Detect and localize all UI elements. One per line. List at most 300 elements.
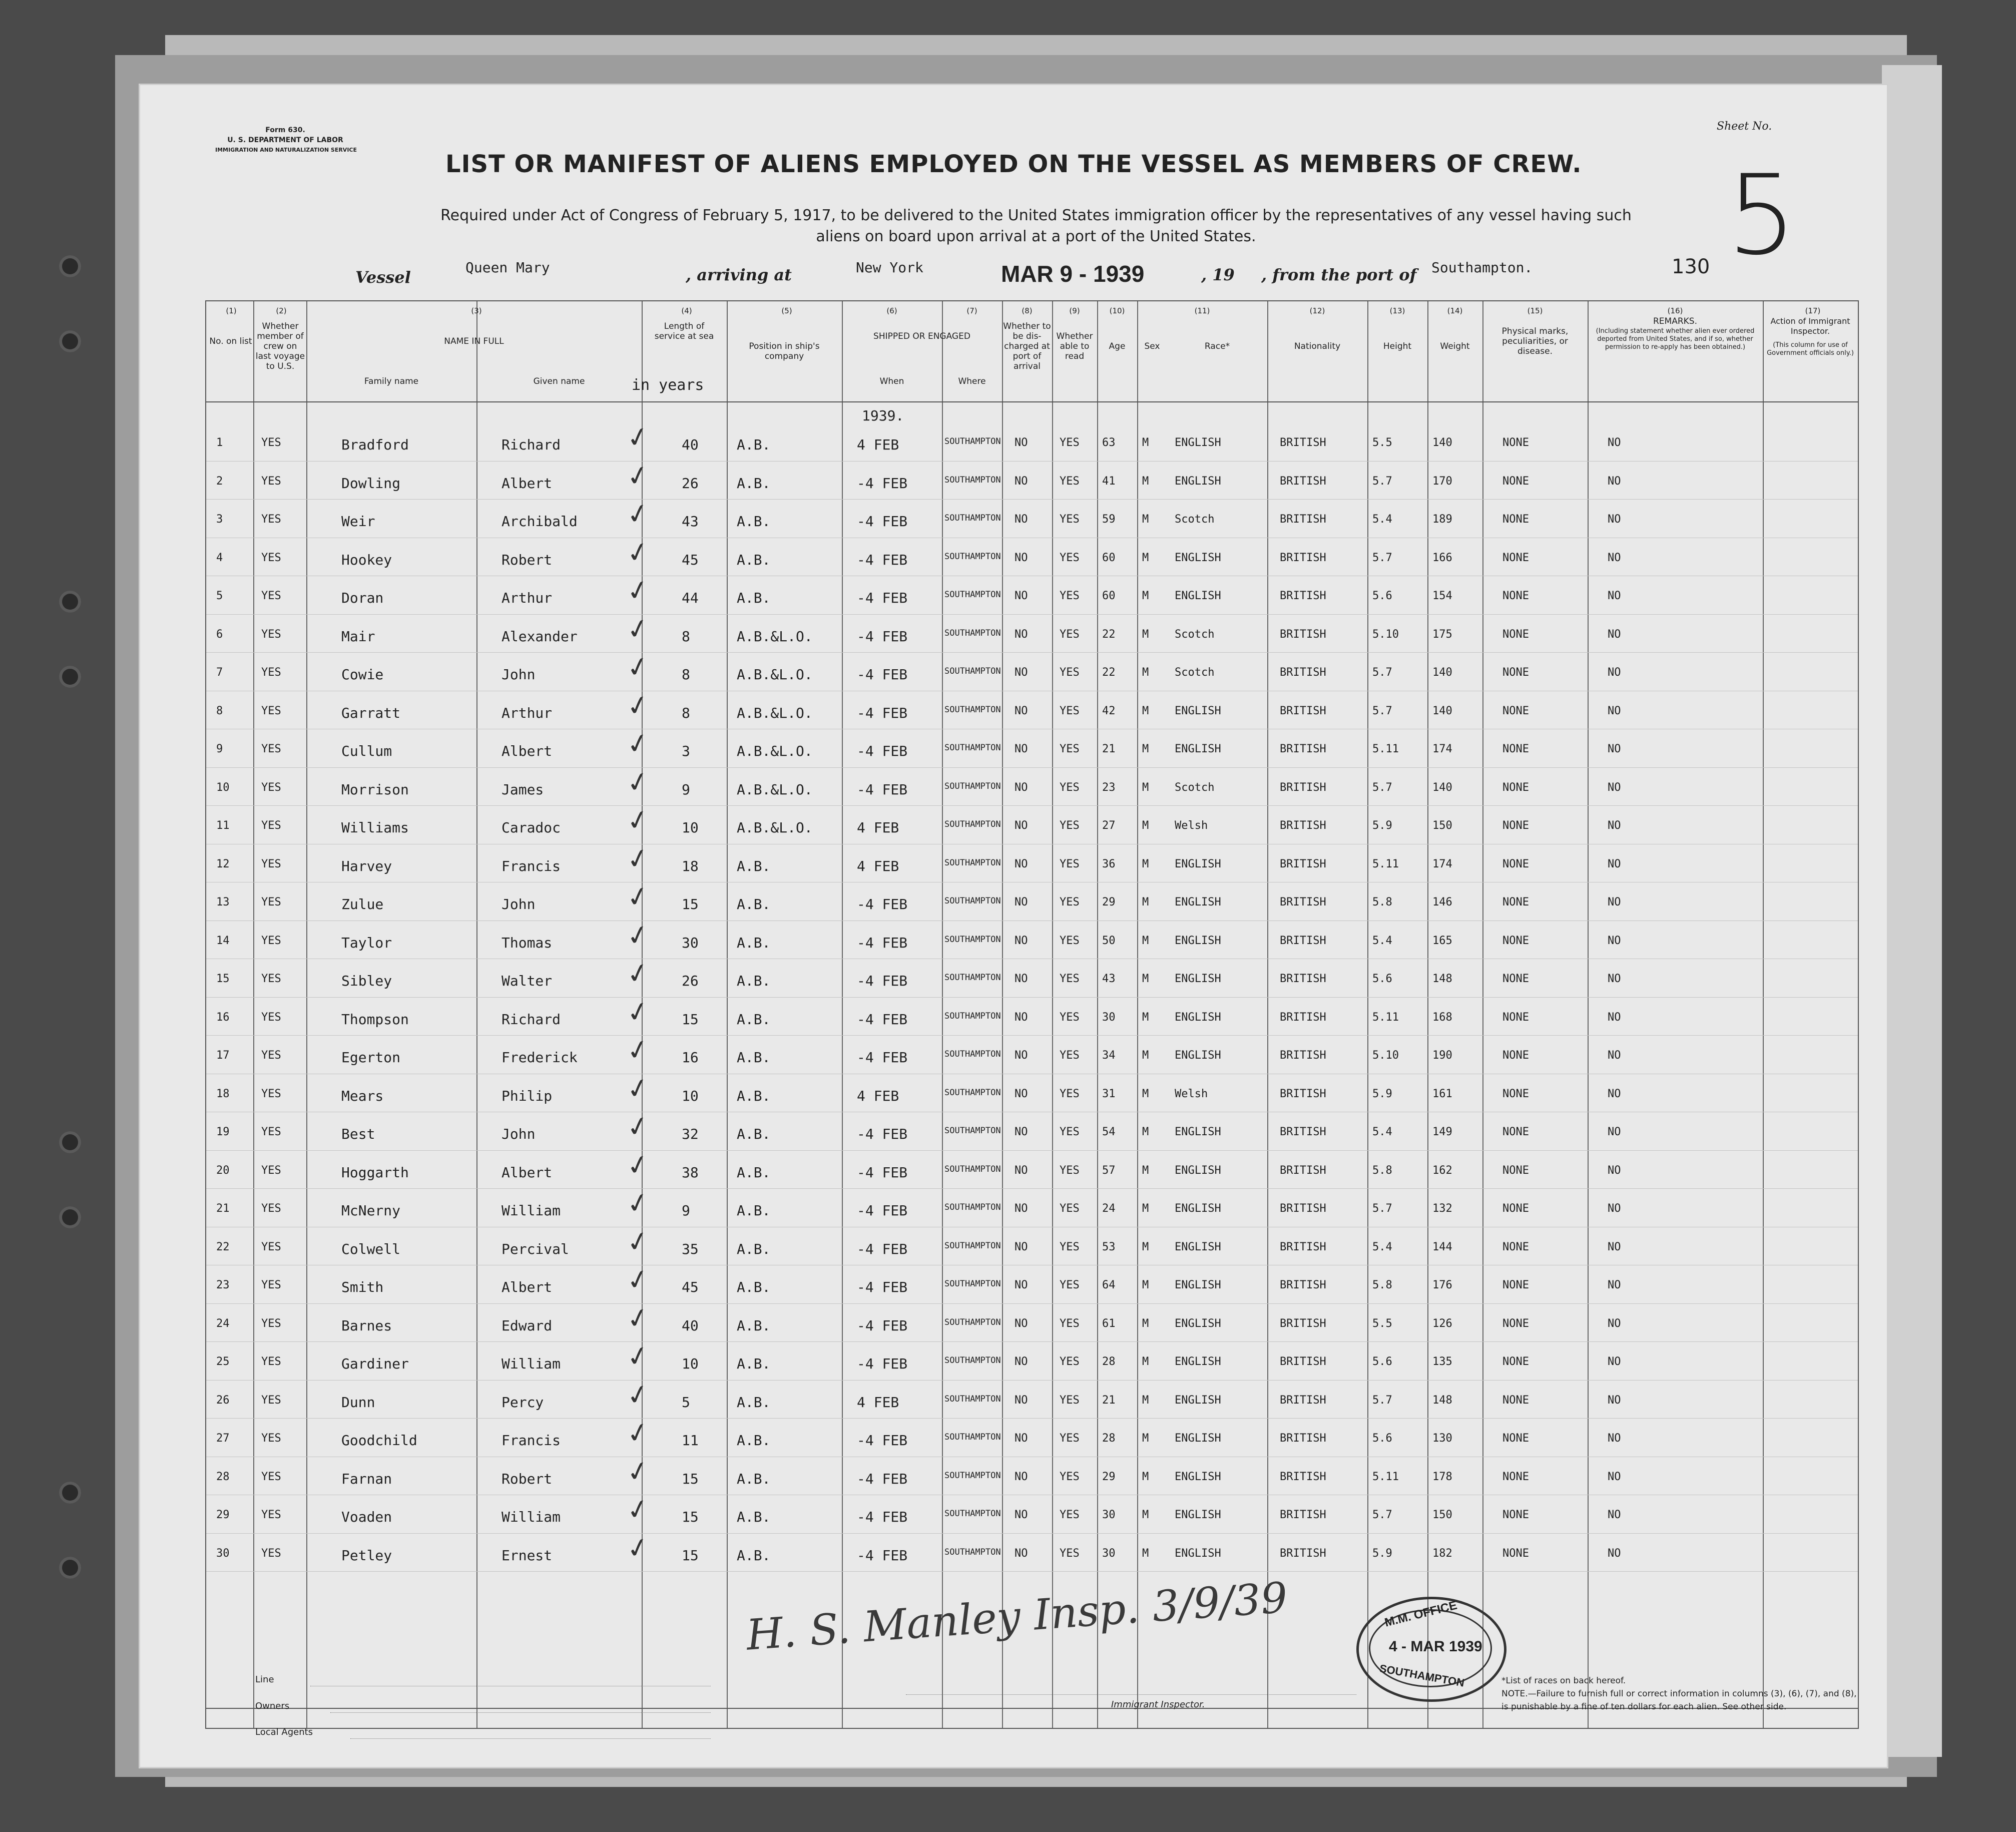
row-nationality: BRITISH xyxy=(1280,551,1326,564)
row-height: 5.8 xyxy=(1372,896,1392,908)
row-family-name: Mears xyxy=(341,1087,384,1104)
col-num: (7) xyxy=(966,306,977,315)
row-last-voyage: YES xyxy=(261,1470,281,1483)
check-mark-icon: ✓ xyxy=(623,649,653,685)
col-name-in-full: NAME IN FULL xyxy=(444,336,504,346)
row-height: 5.7 xyxy=(1372,475,1392,488)
row-position: A.B.&L.O. xyxy=(737,666,813,683)
row-sex: M xyxy=(1142,781,1149,794)
row-family-name: Barnes xyxy=(341,1317,392,1334)
row-age: 29 xyxy=(1102,896,1116,908)
row-given-name: Richard xyxy=(501,1011,561,1028)
row-age: 31 xyxy=(1102,1087,1116,1100)
row-height: 5.6 xyxy=(1372,1432,1392,1445)
row-nationality: BRITISH xyxy=(1280,1470,1326,1483)
row-service-years: 45 xyxy=(682,551,699,568)
row-able-to-read: YES xyxy=(1060,1509,1080,1521)
row-physical-marks: NONE xyxy=(1502,513,1529,526)
row-remarks: NO xyxy=(1608,781,1621,794)
row-position: A.B. xyxy=(737,857,771,874)
row-where: SOUTHAMPTON xyxy=(944,896,1001,906)
check-mark-icon: ✓ xyxy=(623,1261,653,1298)
required-notice xyxy=(340,205,1732,247)
row-able-to-read: YES xyxy=(1060,819,1080,832)
row-when: -4 FEB xyxy=(857,1317,908,1334)
row-position: A.B.&L.O. xyxy=(737,628,813,645)
row-when: -4 FEB xyxy=(857,973,908,989)
row-discharged: NO xyxy=(1015,1394,1028,1407)
row-position: A.B. xyxy=(737,1202,771,1219)
check-mark-icon: ✓ xyxy=(623,496,653,532)
row-remarks: NO xyxy=(1608,973,1621,985)
row-age: 30 xyxy=(1102,1011,1116,1024)
binder-hole xyxy=(59,1131,81,1153)
footer-agents-label: Local Agents xyxy=(255,1727,313,1737)
row-height: 5.5 xyxy=(1372,436,1392,449)
row-age: 53 xyxy=(1102,1240,1116,1253)
row-discharged: NO xyxy=(1015,1355,1028,1368)
row-weight: 174 xyxy=(1432,743,1452,755)
row-nationality: BRITISH xyxy=(1280,513,1326,526)
row-last-voyage: YES xyxy=(261,1509,281,1521)
stamp-bottom: SOUTHAMPTON xyxy=(1378,1662,1465,1689)
row-family-name: McNerny xyxy=(341,1202,401,1219)
row-service-years: 40 xyxy=(682,1317,699,1334)
row-position: A.B. xyxy=(737,590,771,606)
row-able-to-read: YES xyxy=(1060,1049,1080,1062)
row-family-name: Mair xyxy=(341,628,375,645)
row-given-name: Albert xyxy=(501,1164,553,1181)
row-position: A.B. xyxy=(737,1394,771,1411)
row-position: A.B. xyxy=(737,551,771,568)
row-able-to-read: YES xyxy=(1060,1126,1080,1138)
row-last-voyage: YES xyxy=(261,1240,281,1253)
row-remarks: NO xyxy=(1608,590,1621,602)
row-height: 5.6 xyxy=(1372,1355,1392,1368)
row-where: SOUTHAMPTON xyxy=(944,1087,1001,1098)
row-remarks: NO xyxy=(1608,1509,1621,1521)
row-height: 5.9 xyxy=(1372,1547,1392,1560)
row-last-voyage: YES xyxy=(261,1394,281,1407)
binder-hole xyxy=(59,1557,81,1579)
col-able-to-read: Whether able to read xyxy=(1056,331,1093,361)
row-remarks: NO xyxy=(1608,819,1621,832)
check-mark-icon: ✓ xyxy=(623,802,653,838)
row-position: A.B.&L.O. xyxy=(737,781,813,798)
row-position: A.B. xyxy=(737,1011,771,1028)
row-family-name: Dowling xyxy=(341,475,401,492)
row-age: 54 xyxy=(1102,1126,1116,1138)
check-mark-icon: ✓ xyxy=(623,534,653,570)
row-weight: 144 xyxy=(1432,1240,1452,1253)
col-remarks-sub: (Including statement whether alien ever ordered deported from United States, and if so, whether permission to re-apply has been obtained.) xyxy=(1596,327,1755,351)
row-when: -4 FEB xyxy=(857,475,908,492)
row-last-voyage: YES xyxy=(261,1202,281,1215)
row-position: A.B. xyxy=(737,1049,771,1066)
row-physical-marks: NONE xyxy=(1502,743,1529,755)
row-physical-marks: NONE xyxy=(1502,1202,1529,1215)
row-height: 5.7 xyxy=(1372,1509,1392,1521)
row-family-name: Gardiner xyxy=(341,1355,409,1372)
row-discharged: NO xyxy=(1015,781,1028,794)
row-last-voyage: YES xyxy=(261,1087,281,1100)
row-service-years: 44 xyxy=(682,590,699,606)
row-given-name: Edward xyxy=(501,1317,553,1334)
row-nationality: BRITISH xyxy=(1280,666,1326,679)
row-age: 59 xyxy=(1102,513,1116,526)
footer-note-1: *List of races on back hereof. xyxy=(1501,1676,1626,1686)
check-mark-icon: ✓ xyxy=(623,1108,653,1145)
row-discharged: NO xyxy=(1015,1011,1028,1024)
row-nationality: BRITISH xyxy=(1280,1279,1326,1291)
row-service-years: 10 xyxy=(682,1355,699,1372)
row-remarks: NO xyxy=(1608,513,1621,526)
row-service-years: 26 xyxy=(682,475,699,492)
row-number: 5 xyxy=(216,590,223,602)
row-nationality: BRITISH xyxy=(1280,628,1326,641)
row-height: 5.4 xyxy=(1372,934,1392,947)
row-physical-marks: NONE xyxy=(1502,1470,1529,1483)
col-shipped-engaged: SHIPPED OR ENGAGED xyxy=(873,331,970,341)
row-sex: M xyxy=(1142,934,1149,947)
col-num: (12) xyxy=(1309,306,1325,315)
row-able-to-read: YES xyxy=(1060,1394,1080,1407)
row-when: -4 FEB xyxy=(857,704,908,721)
row-given-name: John xyxy=(501,1126,536,1142)
col-last-voyage: Whether member of crew on last voyage to U.S. xyxy=(255,321,305,371)
handwritten-sheet-number: 5 xyxy=(1727,151,1797,279)
row-discharged: NO xyxy=(1015,1432,1028,1445)
col-race: Race* xyxy=(1204,341,1230,351)
row-age: 60 xyxy=(1102,551,1116,564)
row-sex: M xyxy=(1142,896,1149,908)
row-sex: M xyxy=(1142,973,1149,985)
row-weight: 140 xyxy=(1432,666,1452,679)
row-where: SOUTHAMPTON xyxy=(944,551,1001,562)
row-when: -4 FEB xyxy=(857,513,908,530)
row-last-voyage: YES xyxy=(261,436,281,449)
row-able-to-read: YES xyxy=(1060,436,1080,449)
row-weight: 178 xyxy=(1432,1470,1452,1483)
col-num: (8) xyxy=(1022,306,1033,315)
row-nationality: BRITISH xyxy=(1280,1547,1326,1560)
form-number: Form 630. xyxy=(265,126,305,134)
row-age: 43 xyxy=(1102,973,1116,985)
row-where: SOUTHAMPTON xyxy=(944,1240,1001,1251)
row-when: 4 FEB xyxy=(857,1087,899,1104)
row-position: A.B. xyxy=(737,1087,771,1104)
row-sex: M xyxy=(1142,1355,1149,1368)
check-mark-icon: ✓ xyxy=(623,764,653,800)
row-given-name: Albert xyxy=(501,743,553,759)
row-last-voyage: YES xyxy=(261,1011,281,1024)
row-discharged: NO xyxy=(1015,1049,1028,1062)
check-mark-icon: ✓ xyxy=(623,419,653,455)
row-physical-marks: NONE xyxy=(1502,1317,1529,1330)
year-note: 1939. xyxy=(862,407,904,424)
required-line-2: aliens on board upon arrival at a port of the United States. xyxy=(816,228,1256,245)
page-title: LIST OR MANIFEST OF ALIENS EMPLOYED ON THE VESSEL AS MEMBERS OF CREW. xyxy=(445,150,1582,178)
row-number: 3 xyxy=(216,513,223,526)
row-sex: M xyxy=(1142,743,1149,755)
row-service-years: 15 xyxy=(682,1470,699,1487)
check-mark-icon: ✓ xyxy=(623,1415,653,1451)
check-mark-icon: ✓ xyxy=(623,955,653,992)
row-position: A.B. xyxy=(737,1240,771,1257)
row-weight: 189 xyxy=(1432,513,1452,526)
in-years-note: in years xyxy=(632,376,704,394)
row-height: 5.7 xyxy=(1372,1202,1392,1215)
row-when: -4 FEB xyxy=(857,666,908,683)
row-age: 34 xyxy=(1102,1049,1116,1062)
row-number: 2 xyxy=(216,475,223,488)
sheet-number-label: Sheet No. xyxy=(1717,120,1772,133)
from-port: Southampton. xyxy=(1431,259,1533,276)
row-number: 17 xyxy=(216,1049,230,1062)
row-discharged: NO xyxy=(1015,590,1028,602)
col-num: (3) xyxy=(471,306,482,315)
row-where: SOUTHAMPTON xyxy=(944,590,1001,600)
col-num: (15) xyxy=(1527,306,1543,315)
row-age: 21 xyxy=(1102,743,1116,755)
row-able-to-read: YES xyxy=(1060,513,1080,526)
row-able-to-read: YES xyxy=(1060,475,1080,488)
row-number: 30 xyxy=(216,1547,230,1560)
col-num: (16) xyxy=(1667,306,1683,315)
row-when: -4 FEB xyxy=(857,1509,908,1525)
check-mark-icon: ✓ xyxy=(623,1491,653,1528)
binder-hole xyxy=(59,666,81,688)
row-age: 30 xyxy=(1102,1547,1116,1560)
row-where: SOUTHAMPTON xyxy=(944,1164,1001,1174)
row-weight: 165 xyxy=(1432,934,1452,947)
col-when: When xyxy=(879,376,904,386)
row-service-years: 15 xyxy=(682,1547,699,1564)
row-given-name: Albert xyxy=(501,475,553,492)
row-weight: 140 xyxy=(1432,436,1452,449)
row-service-years: 45 xyxy=(682,1279,699,1295)
footer-inspector-label: Immigrant Inspector. xyxy=(1111,1699,1205,1710)
col-num: (14) xyxy=(1447,306,1463,315)
row-sex: M xyxy=(1142,628,1149,641)
row-last-voyage: YES xyxy=(261,1547,281,1560)
row-number: 18 xyxy=(216,1087,230,1100)
row-nationality: BRITISH xyxy=(1280,781,1326,794)
row-discharged: NO xyxy=(1015,475,1028,488)
row-where: SOUTHAMPTON xyxy=(944,1126,1001,1136)
row-where: SOUTHAMPTON xyxy=(944,934,1001,945)
row-sex: M xyxy=(1142,1011,1149,1024)
row-age: 22 xyxy=(1102,666,1116,679)
row-able-to-read: YES xyxy=(1060,1470,1080,1483)
row-where: SOUTHAMPTON xyxy=(944,666,1001,676)
row-nationality: BRITISH xyxy=(1280,1126,1326,1138)
col-num: (9) xyxy=(1069,306,1080,315)
row-number: 16 xyxy=(216,1011,230,1024)
row-position: A.B. xyxy=(737,1509,771,1525)
row-where: SOUTHAMPTON xyxy=(944,1355,1001,1365)
row-remarks: NO xyxy=(1608,628,1621,641)
row-position: A.B. xyxy=(737,475,771,492)
check-mark-icon: ✓ xyxy=(623,1338,653,1375)
row-position: A.B. xyxy=(737,436,771,453)
row-height: 5.4 xyxy=(1372,513,1392,526)
row-sex: M xyxy=(1142,1317,1149,1330)
row-last-voyage: YES xyxy=(261,1126,281,1138)
row-given-name: Walter xyxy=(501,973,553,989)
row-able-to-read: YES xyxy=(1060,1164,1080,1177)
row-race: ENGLISH xyxy=(1175,973,1221,985)
row-physical-marks: NONE xyxy=(1502,551,1529,564)
row-race: ENGLISH xyxy=(1175,590,1221,602)
row-age: 36 xyxy=(1102,857,1116,870)
row-number: 20 xyxy=(216,1164,230,1177)
row-number: 11 xyxy=(216,819,230,832)
row-where: SOUTHAMPTON xyxy=(944,1202,1001,1212)
row-number: 23 xyxy=(216,1279,230,1291)
row-remarks: NO xyxy=(1608,1470,1621,1483)
row-family-name: Garratt xyxy=(341,704,401,721)
row-discharged: NO xyxy=(1015,1509,1028,1521)
binder-hole xyxy=(59,1206,81,1228)
row-remarks: NO xyxy=(1608,475,1621,488)
row-when: -4 FEB xyxy=(857,1049,908,1066)
row-able-to-read: YES xyxy=(1060,1240,1080,1253)
check-mark-icon: ✓ xyxy=(623,1185,653,1221)
row-able-to-read: YES xyxy=(1060,1087,1080,1100)
row-last-voyage: YES xyxy=(261,743,281,755)
row-discharged: NO xyxy=(1015,857,1028,870)
row-race: ENGLISH xyxy=(1175,1202,1221,1215)
check-mark-icon: ✓ xyxy=(623,1377,653,1413)
row-remarks: NO xyxy=(1608,1355,1621,1368)
row-service-years: 18 xyxy=(682,857,699,874)
row-where: SOUTHAMPTON xyxy=(944,973,1001,983)
col-where: Where xyxy=(958,376,986,386)
row-when: -4 FEB xyxy=(857,743,908,759)
row-service-years: 26 xyxy=(682,973,699,989)
row-last-voyage: YES xyxy=(261,781,281,794)
row-where: SOUTHAMPTON xyxy=(944,781,1001,791)
row-given-name: Arthur xyxy=(501,590,553,606)
row-weight: 168 xyxy=(1432,1011,1452,1024)
row-family-name: Hoggarth xyxy=(341,1164,409,1181)
row-service-years: 35 xyxy=(682,1240,699,1257)
row-race: ENGLISH xyxy=(1175,551,1221,564)
form-header xyxy=(215,125,355,155)
row-physical-marks: NONE xyxy=(1502,819,1529,832)
row-family-name: Sibley xyxy=(341,973,392,989)
row-where: SOUTHAMPTON xyxy=(944,475,1001,485)
row-race: ENGLISH xyxy=(1175,1279,1221,1291)
stamp-top: M.M. OFFICE xyxy=(1383,1598,1458,1630)
row-sex: M xyxy=(1142,819,1149,832)
row-discharged: NO xyxy=(1015,973,1028,985)
row-weight: 140 xyxy=(1432,704,1452,717)
row-number: 22 xyxy=(216,1240,230,1253)
row-service-years: 32 xyxy=(682,1126,699,1142)
row-number: 25 xyxy=(216,1355,230,1368)
row-family-name: Petley xyxy=(341,1547,392,1564)
col-num: (1) xyxy=(226,306,237,315)
row-given-name: Arthur xyxy=(501,704,553,721)
row-weight: 174 xyxy=(1432,857,1452,870)
row-remarks: NO xyxy=(1608,1432,1621,1445)
col-action: Action of Immigrant Inspector. xyxy=(1770,316,1850,336)
row-nationality: BRITISH xyxy=(1280,1011,1326,1024)
row-service-years: 43 xyxy=(682,513,699,530)
row-physical-marks: NONE xyxy=(1502,590,1529,602)
row-number: 29 xyxy=(216,1509,230,1521)
row-physical-marks: NONE xyxy=(1502,1394,1529,1407)
row-given-name: Percival xyxy=(501,1240,569,1257)
row-given-name: William xyxy=(501,1509,561,1525)
row-family-name: Goodchild xyxy=(341,1432,417,1449)
check-mark-icon: ✓ xyxy=(623,1070,653,1106)
row-physical-marks: NONE xyxy=(1502,857,1529,870)
row-when: 4 FEB xyxy=(857,857,899,874)
row-weight: 132 xyxy=(1432,1202,1452,1215)
row-race: Scotch xyxy=(1175,513,1215,526)
row-remarks: NO xyxy=(1608,1317,1621,1330)
row-physical-marks: NONE xyxy=(1502,704,1529,717)
row-given-name: John xyxy=(501,666,536,683)
row-physical-marks: NONE xyxy=(1502,1279,1529,1291)
row-height: 5.4 xyxy=(1372,1240,1392,1253)
row-given-name: Robert xyxy=(501,551,553,568)
row-number: 27 xyxy=(216,1432,230,1445)
row-family-name: Williams xyxy=(341,819,409,836)
row-sex: M xyxy=(1142,513,1149,526)
row-age: 63 xyxy=(1102,436,1116,449)
row-nationality: BRITISH xyxy=(1280,743,1326,755)
row-position: A.B. xyxy=(737,1126,771,1142)
row-last-voyage: YES xyxy=(261,628,281,641)
row-where: SOUTHAMPTON xyxy=(944,436,1001,446)
row-able-to-read: YES xyxy=(1060,1279,1080,1291)
row-age: 21 xyxy=(1102,1394,1116,1407)
row-when: -4 FEB xyxy=(857,1470,908,1487)
row-given-name: Caradoc xyxy=(501,819,561,836)
row-physical-marks: NONE xyxy=(1502,781,1529,794)
row-where: SOUTHAMPTON xyxy=(944,704,1001,715)
row-discharged: NO xyxy=(1015,1279,1028,1291)
row-nationality: BRITISH xyxy=(1280,475,1326,488)
row-last-voyage: YES xyxy=(261,819,281,832)
check-mark-icon: ✓ xyxy=(623,725,653,762)
vessel-label: Vessel xyxy=(355,268,411,287)
row-age: 42 xyxy=(1102,704,1116,717)
row-where: SOUTHAMPTON xyxy=(944,1547,1001,1557)
row-where: SOUTHAMPTON xyxy=(944,628,1001,638)
year-label: , 19 xyxy=(1201,265,1235,284)
check-mark-icon: ✓ xyxy=(623,840,653,876)
row-sex: M xyxy=(1142,857,1149,870)
row-sex: M xyxy=(1142,551,1149,564)
row-service-years: 8 xyxy=(682,704,690,721)
row-weight: 126 xyxy=(1432,1317,1452,1330)
check-mark-icon: ✓ xyxy=(623,1223,653,1259)
row-discharged: NO xyxy=(1015,1547,1028,1560)
row-able-to-read: YES xyxy=(1060,934,1080,947)
row-age: 60 xyxy=(1102,590,1116,602)
row-sex: M xyxy=(1142,1394,1149,1407)
row-able-to-read: YES xyxy=(1060,743,1080,755)
row-sex: M xyxy=(1142,704,1149,717)
row-able-to-read: YES xyxy=(1060,1202,1080,1215)
col-num: (2) xyxy=(276,306,287,315)
row-weight: 140 xyxy=(1432,781,1452,794)
